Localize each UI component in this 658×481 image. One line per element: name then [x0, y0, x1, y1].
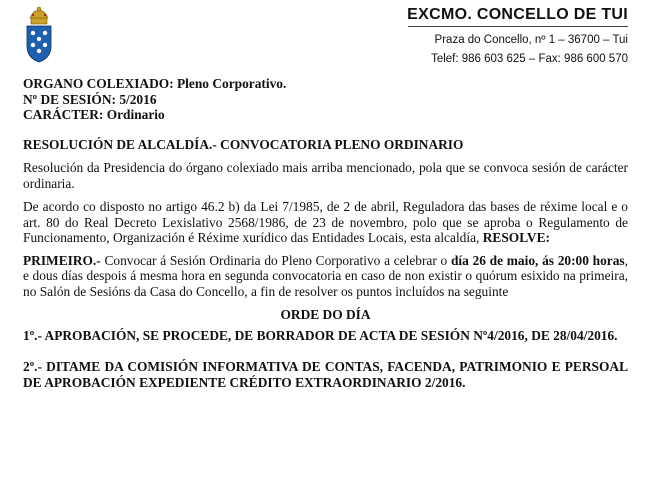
character-line: CARÁCTER: Ordinario [23, 107, 165, 122]
resolution-title: RESOLUCIÓN DE ALCALDÍA.- CONVOCATORIA PLENO ORDINARIO [23, 136, 464, 152]
paragraph-first [23, 253, 628, 300]
document-body [23, 76, 628, 390]
agenda-item: 2º.- DITAME DA COMISIÓN INFORMATIVA DE CONTAS, FACENDA, PATRIMONIO E PERSOAL DE APROBACIÓN EXPEDIENTE CRÉDITO EXTRAORDINARIO 2/2016. [23, 359, 628, 390]
first-text-b: , e dous días despois á mesma hora en segunda convocatoria en caso de non existir o quórum esixido na primeira, no Salón de Sesións da Casa do Concello, a fin de resolver os puntos incluídos na seguinte [23, 252, 628, 299]
resolve-label: RESOLVE: [482, 230, 550, 245]
session-date: día 26 de maio, ás 20:00 horas [450, 252, 625, 268]
organization-name: EXCMO. CONCELLO DE TUI [407, 6, 628, 23]
crown-icon [30, 7, 48, 24]
agenda-item: 1º.- APROBACIÓN, SE PROCEDE, DE BORRADOR DE ACTA DE SESIÓN Nº4/2016, DE 28/04/2016. [23, 327, 618, 343]
agenda-title: ORDE DO DÍA [280, 307, 371, 322]
session-number-line: Nº DE SESIÓN: 5/2016 [23, 91, 157, 107]
header-divider [408, 26, 628, 27]
paragraph-legal-basis [23, 199, 628, 246]
coat-of-arms-logo [22, 6, 56, 64]
legal-basis-text: De acordo co disposto no artigo 46.2 b) da Lei 7/1985, de 2 de abril, Reguladora das bases de réxime local e o art. 80 do Real Decreto Lexislativo 2568/1986, de 23 de novembro, polo que se aproba o Regulamento de Funcionamento, Organización é Réxime xurídico das Entidades Locais, esta alcaldía, [23, 199, 628, 245]
organization-address: Praza do Concello, nº 1 – 36700 – Tui [434, 34, 628, 46]
organization-phone-fax: Telef: 986 603 625 – Fax: 986 600 570 [431, 53, 628, 65]
first-text-a: Convocar á Sesión Ordinaria do Pleno Corporativo a celebrar o [100, 252, 451, 268]
organization-header [407, 6, 628, 65]
organ-line: ORGANO COLEXIADO: Pleno Corporativo. [23, 76, 287, 91]
first-label: PRIMEIRO.- [23, 252, 101, 268]
paragraph-resolution: Resolución da Presidencia do órgano colexiado mais arriba mencionado, pola que se convoca sesión de carácter ordinaria. [23, 160, 628, 191]
session-meta [23, 76, 628, 123]
